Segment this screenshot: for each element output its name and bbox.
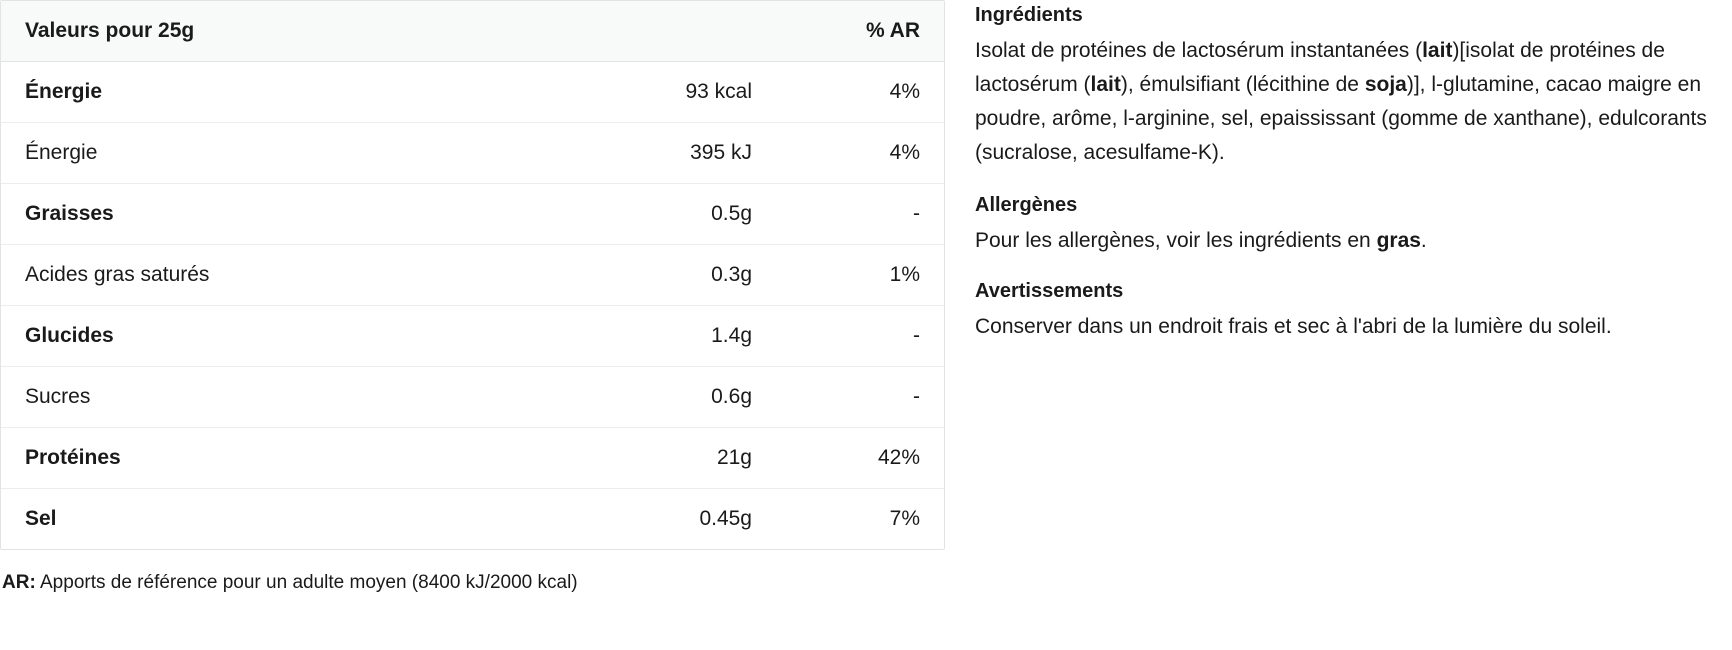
nutrient-value: 93 kcal — [488, 62, 776, 123]
table-row — [1, 428, 944, 489]
allergens-text — [975, 224, 1716, 258]
plain-text: Isolat de protéines de lactosérum instantanées ( — [975, 39, 1423, 62]
nutrient-value: 0.5g — [488, 184, 776, 245]
emphasis-text: gras — [1376, 229, 1421, 253]
footnote-prefix: AR: — [2, 572, 36, 593]
plain-text: )[isolat de protéines de lactosérum ( — [975, 39, 1665, 97]
nutrient-value: 21g — [488, 428, 776, 489]
emphasis-text: lait — [1090, 73, 1121, 97]
plain-text: )], l-glutamine, cacao maigre en poudre, arôme, l-arginine, sel, epaississant (gomme de xanthane), edulcorants (sucralose, acesulfame-K). — [975, 73, 1707, 165]
plain-text: . — [1420, 229, 1427, 253]
header-serving-label: Valeurs pour 25g — [1, 1, 488, 62]
warnings-section — [975, 278, 1716, 344]
nutrient-ar-percent: 42% — [776, 428, 944, 489]
plain-text: Pour les allergènes, voir les ingrédients en — [975, 229, 1377, 253]
nutrient-ar-percent: 7% — [889, 507, 920, 530]
nutrient-value: 0.45g — [699, 507, 752, 530]
emphasis-text: lait — [1422, 39, 1453, 62]
nutrient-ar-percent: - — [776, 306, 944, 367]
nutrition-table — [0, 0, 945, 550]
nutrient-label: Graisses — [1, 184, 488, 245]
nutrient-label: Sucres — [1, 367, 488, 428]
table-row — [1, 245, 944, 306]
nutrient-label: Énergie — [1, 62, 488, 123]
table-row — [1, 306, 944, 367]
table-row — [1, 489, 944, 550]
nutrient-label: Sel — [25, 507, 57, 530]
header-value-spacer — [488, 1, 776, 62]
nutrient-ar-percent: - — [776, 184, 944, 245]
nutrient-label: Acides gras saturés — [1, 245, 488, 306]
table-row — [1, 123, 944, 184]
plain-text: ), émulsifiant (lécithine de — [1120, 73, 1365, 97]
table-row — [1, 184, 944, 245]
nutrient-label: Glucides — [1, 306, 488, 367]
footnote-text: Apports de référence pour un adulte moyen (8400 kJ/2000 kcal) — [35, 572, 578, 593]
nutrient-ar-percent: 4% — [776, 123, 944, 184]
nutrient-ar-percent: - — [776, 367, 944, 428]
product-info-column — [945, 0, 1732, 366]
nutrient-ar-percent: 1% — [776, 245, 944, 306]
nutrition-table-header-row — [1, 1, 944, 62]
nutrient-label: Protéines — [1, 428, 488, 489]
plain-text: Conserver dans un endroit frais et sec à l'abri de la lumière du soleil. — [975, 315, 1612, 339]
reference-intake-footnote — [0, 572, 945, 594]
emphasis-text: soja — [1364, 73, 1407, 97]
nutrient-label: Énergie — [1, 123, 488, 184]
nutrient-value: 395 kJ — [488, 123, 776, 184]
ingredients-section — [975, 2, 1716, 170]
nutrition-table-head — [1, 1, 944, 62]
warnings-title: Avertissements — [975, 280, 1124, 303]
ingredients-text — [975, 34, 1716, 170]
ingredients-title: Ingrédients — [975, 4, 1083, 26]
warnings-text — [975, 310, 1716, 344]
nutrient-value: 1.4g — [488, 306, 776, 367]
nutrient-value: 0.6g — [488, 367, 776, 428]
table-row — [1, 367, 944, 428]
nutrient-ar-percent: 4% — [776, 62, 944, 123]
nutrient-value: 0.3g — [488, 245, 776, 306]
header-ar-label: % AR — [776, 1, 944, 62]
allergens-title: Allergènes — [975, 194, 1078, 217]
nutrition-table-body — [1, 62, 944, 550]
table-row — [1, 62, 944, 123]
allergens-section — [975, 192, 1716, 258]
nutrition-column — [0, 0, 945, 594]
